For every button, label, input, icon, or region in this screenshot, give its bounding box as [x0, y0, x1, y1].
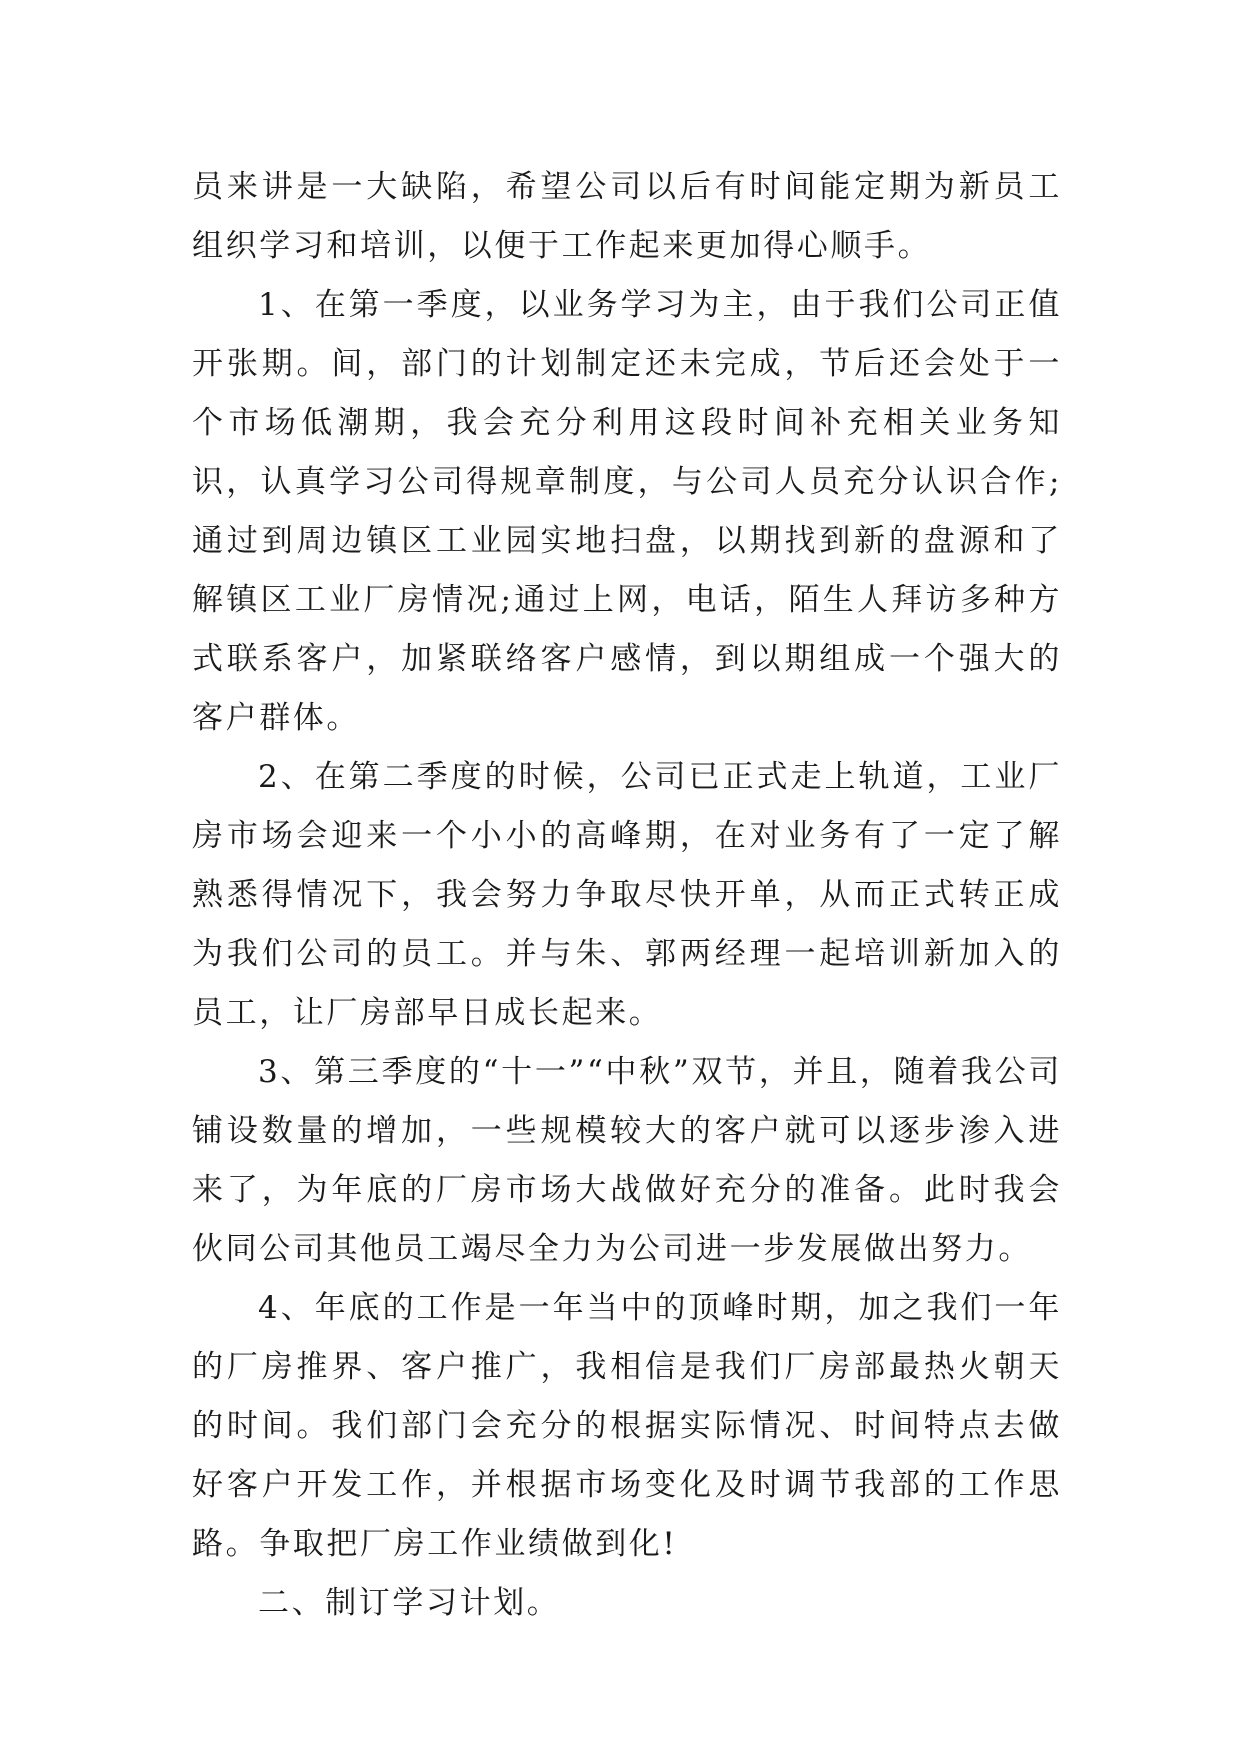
paragraph-q1: 1、在第一季度，以业务学习为主，由于我们公司正值开张期。间，部门的计划制定还未完成，节后还会处于一个市场低潮期，我会充分利用这段时间补充相关业务知识，认真学习公司得规章制度，与公司人员充分认识合作;通过到周边镇区工业园实地扫盘，以期找到新的盘源和了解镇区工业厂房情况;通过上网，电话，陌生人拜访多种方式联系客户，加紧联络客户感情，到以期组成一个强大的客户群体。	[192, 287, 1062, 736]
paragraph-q4: 4、年底的工作是一年当中的顶峰时期，加之我们一年的厂房推界、客户推广，我相信是我们厂房部最热火朝天的时间。我们部门会充分的根据实际情况、时间特点去做好客户开发工作，并根据市场变化及时调节我部的工作思路。争取把厂房工作业绩做到化!	[192, 1290, 1062, 1562]
paragraph-q3: 3、第三季度的“十一”“中秋”双节，并且，随着我公司铺设数量的增加，一些规模较大的客户就可以逐步渗入进来了，为年底的厂房市场大战做好充分的准备。此时我会伙同公司其他员工竭尽全力为公司进一步发展做出努力。	[192, 1054, 1062, 1267]
section-heading: 二、制订学习计划。	[258, 1585, 561, 1621]
paragraph-q2: 2、在第二季度的时候，公司已正式走上轨道，工业厂房市场会迎来一个小小的高峰期，在对业务有了一定了解熟悉得情况下，我会努力争取尽快开单，从而正式转正成为我们公司的员工。并与朱、郭两经理一起培训新加入的员工，让厂房部早日成长起来。	[192, 759, 1062, 1031]
paragraph-continuation: 员来讲是一大缺陷，希望公司以后有时间能定期为新员工组织学习和培训，以便于工作起来更加得心顺手。	[192, 169, 1062, 264]
document-body	[192, 158, 1062, 1633]
